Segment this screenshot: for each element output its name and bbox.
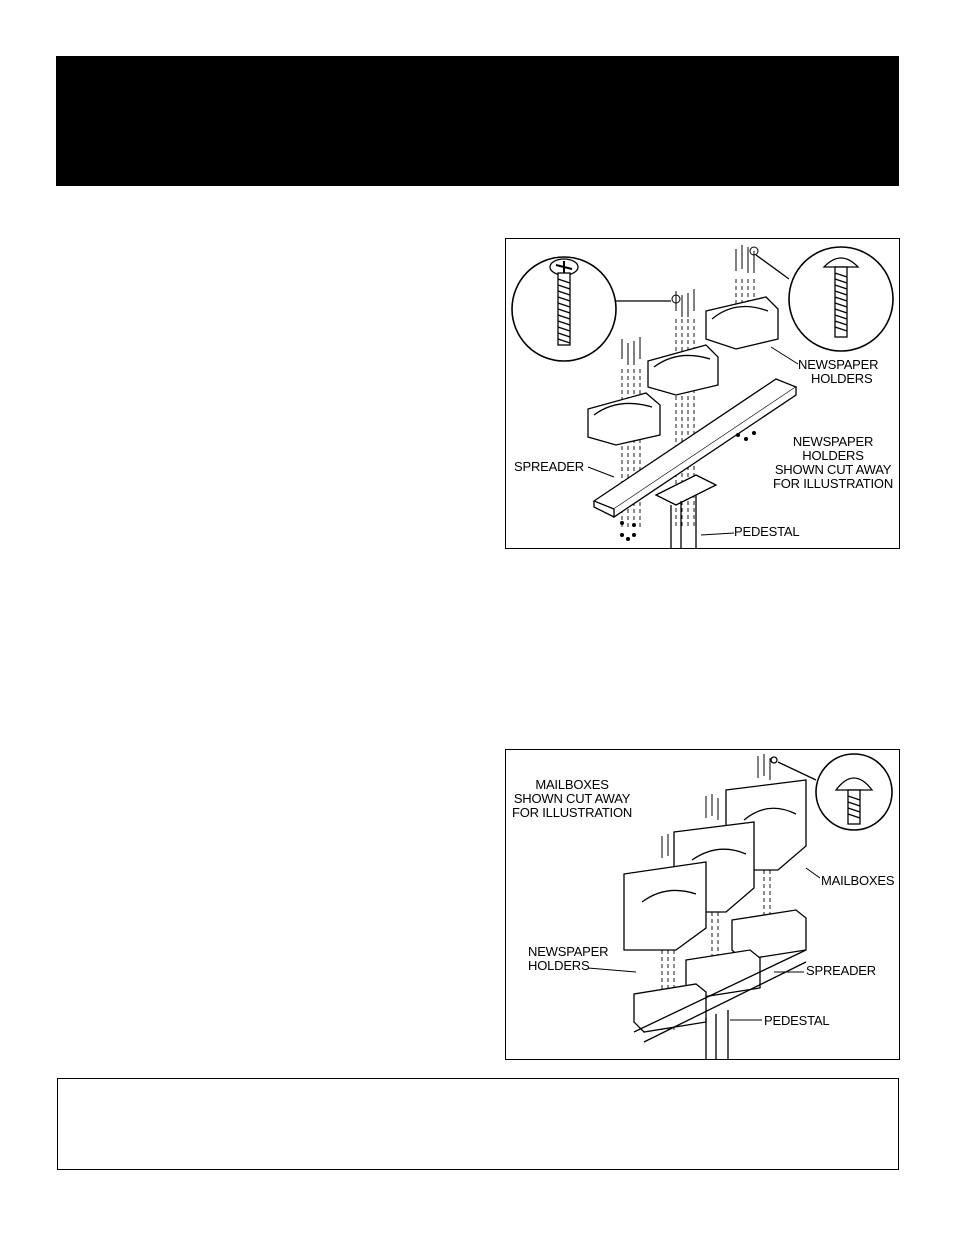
figure-newspaper-holders-assembly	[505, 238, 900, 549]
label-newspaper-holders-line2: HOLDERS	[811, 371, 873, 386]
label-cutaway-line4: FOR ILLUSTRATION	[772, 476, 894, 491]
label-cutaway-line2: HOLDERS	[802, 448, 864, 463]
phillips-screw-magnifier	[512, 257, 671, 361]
label-newspaper-holders-line2: HOLDERS	[528, 958, 590, 973]
label-cutaway-line3: SHOWN CUT AWAY	[774, 462, 892, 477]
label-newspaper-holders-line1: NEWSPAPER	[798, 357, 879, 372]
pedestal-shape	[656, 475, 716, 549]
label-cutaway-line3: FOR ILLUSTRATION	[512, 805, 633, 820]
pedestal-shape	[706, 1010, 728, 1060]
label-cutaway-line1: MAILBOXES	[535, 777, 609, 792]
label-spreader: SPREADER	[806, 963, 876, 978]
figure-mailboxes-assembly	[505, 749, 900, 1060]
figure1-drawing	[506, 239, 900, 549]
label-mailboxes: MAILBOXES	[821, 873, 895, 888]
label-pedestal: PEDESTAL	[764, 1013, 830, 1028]
note-box	[57, 1078, 899, 1170]
label-spreader: SPREADER	[514, 459, 584, 474]
label-cutaway-line2: SHOWN CUT AWAY	[513, 791, 631, 806]
label-cutaway-line1: NEWSPAPER	[792, 434, 874, 449]
label-pedestal: PEDESTAL	[734, 524, 800, 539]
label-newspaper-holders-line1: NEWSPAPER	[528, 944, 609, 959]
header-bar	[56, 56, 899, 186]
